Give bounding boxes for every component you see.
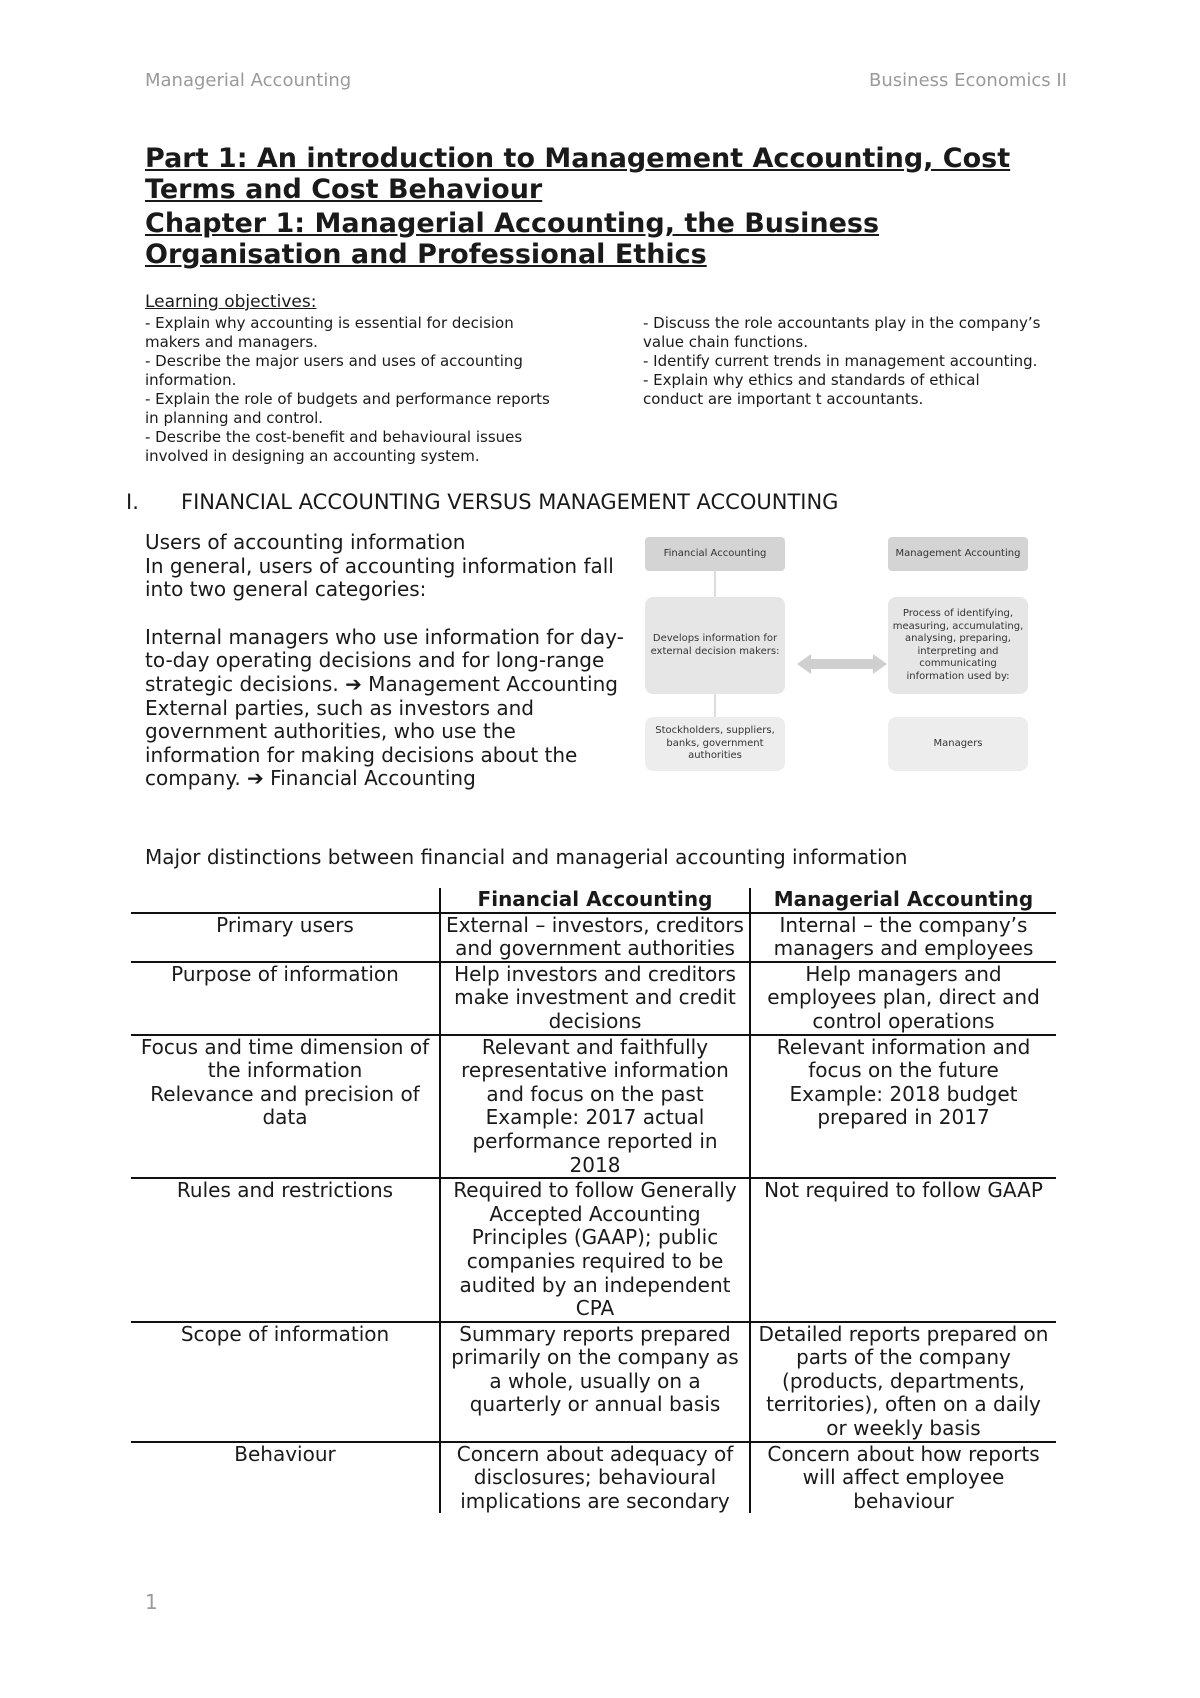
column-header [131, 888, 440, 913]
financial-accounting-box: Financial Accounting [645, 537, 785, 571]
cell-text: Relevant and faithfully representative information and focus on the past [461, 1034, 729, 1106]
row-label [131, 1178, 440, 1322]
financial-cell [440, 1178, 750, 1322]
cell-text: Example: 2017 actual performance reported in 2018 [472, 1105, 718, 1177]
comparison-table [131, 888, 1056, 1513]
cell-text: Required to follow Generally Accepted Accounting Principles (GAAP); public companies required to be audited by an independent CPA [453, 1178, 737, 1321]
cell-text: Rules and restrictions [176, 1178, 394, 1203]
financial-cell [440, 1035, 750, 1179]
managerial-cell [750, 1442, 1056, 1514]
row-label [131, 962, 440, 1035]
cell-text: Relevance and precision of data [150, 1081, 420, 1130]
fa-description-box: Develops information for external decision makers: [645, 597, 785, 694]
row-label [131, 913, 440, 962]
section-number: I. [126, 490, 139, 514]
managerial-cell [750, 913, 1056, 962]
cell-text: Scope of information [180, 1321, 390, 1346]
intro-line: In general, users of accounting information fall into two general categories: [145, 553, 614, 602]
cell-text: Help managers and employees plan, direct and control operations [767, 961, 1040, 1033]
cell-text: Relevant information and focus on the future [776, 1034, 1031, 1083]
table-row [131, 1178, 1056, 1322]
cell-text: Purpose of information [171, 961, 399, 986]
management-accounting-box: Management Accounting [888, 537, 1028, 571]
cell-text: External – investors, creditors and government authorities [446, 912, 744, 961]
objective-item: - Describe the cost-benefit and behavioural issues involved in designing an accounting system. [145, 428, 523, 465]
internal-users-text: Internal managers who use information for day-to-day operating decisions and for long-range strategic decisions. ➔ Management Accounting [145, 624, 624, 696]
external-users-text: External parties, such as investors and government authorities, who use the information for making decisions about the company. ➔ Financial Accounting [145, 695, 578, 791]
financial-cell [440, 1442, 750, 1514]
managerial-cell [750, 1322, 1056, 1442]
objective-item: - Describe the major users and uses of accounting information. [145, 352, 523, 389]
managerial-cell [750, 1035, 1056, 1179]
header-left: Managerial Accounting [145, 70, 352, 91]
row-label [131, 1442, 440, 1514]
objective-item: - Discuss the role accountants play in the company’s value chain functions. [643, 314, 1041, 351]
ma-description-box: Process of identifying, measuring, accumulating, analysing, preparing, interpreting and communicating information used by: [888, 597, 1028, 694]
learning-objectives-heading: Learning objectives: [145, 292, 317, 312]
table-row [131, 1442, 1056, 1514]
intro-text [145, 531, 625, 791]
cell-text: Detailed reports prepared on parts of the company (products, departments, territories), often on a daily or weekly basis [758, 1321, 1049, 1441]
table-header-row [131, 888, 1056, 913]
column-header: Managerial Accounting [750, 888, 1056, 913]
cell-text: Concern about adequacy of disclosures; behavioural implications are secondary [456, 1441, 734, 1513]
accounting-diagram [645, 537, 1030, 772]
learning-objectives-left [145, 314, 565, 466]
cell-text: Help investors and creditors make investment and credit decisions [454, 961, 736, 1033]
ma-users-box: Managers [888, 717, 1028, 771]
managerial-cell [750, 962, 1056, 1035]
table-row [131, 913, 1056, 962]
objective-item: - Explain why accounting is essential for decision makers and managers. [145, 314, 514, 351]
table-row [131, 962, 1056, 1035]
table-row [131, 1322, 1056, 1442]
table-row [131, 1035, 1056, 1179]
page-header [145, 70, 1067, 94]
intro-line: Users of accounting information [145, 530, 466, 554]
header-right: Business Economics II [869, 70, 1067, 91]
cell-text: Not required to follow GAAP [764, 1178, 1043, 1203]
objective-item: - Identify current trends in management accounting. [643, 352, 1038, 370]
managerial-cell [750, 1178, 1056, 1322]
column-header: Financial Accounting [440, 888, 750, 913]
objective-item: - Explain why ethics and standards of ethical conduct are important t accountants. [643, 371, 980, 408]
chapter-title: Chapter 1: Managerial Accounting, the Business Organisation and Professional Ethics [145, 208, 880, 270]
cell-text: Concern about how reports will affect employee behaviour [767, 1441, 1040, 1513]
fa-users-box: Stockholders, suppliers, banks, government authorities [645, 717, 785, 771]
distinctions-title: Major distinctions between financial and managerial accounting information [145, 845, 908, 869]
cell-text: Focus and time dimension of the information [140, 1034, 430, 1083]
financial-cell [440, 913, 750, 962]
learning-objectives-right [643, 314, 1043, 409]
cell-text: Example: 2018 budget prepared in 2017 [789, 1081, 1018, 1130]
objective-item: - Explain the role of budgets and performance reports in planning and control. [145, 390, 550, 427]
section-title: FINANCIAL ACCOUNTING VERSUS MANAGEMENT ACCOUNTING [181, 490, 839, 514]
row-label [131, 1035, 440, 1179]
part-title: Part 1: An introduction to Management Accounting, Cost Terms and Cost Behaviour [145, 143, 1011, 205]
section-heading [126, 490, 838, 514]
cell-text: Summary reports prepared primarily on the company as a whole, usually on a quarterly or annual basis [451, 1321, 739, 1417]
double-arrow-icon [797, 654, 887, 674]
cell-text: Internal – the company’s managers and employees [773, 912, 1034, 961]
financial-cell [440, 1322, 750, 1442]
page-number: 1 [145, 1590, 158, 1614]
cell-text: Primary users [216, 912, 354, 937]
row-label [131, 1322, 440, 1442]
cell-text: Behaviour [234, 1441, 336, 1466]
financial-cell [440, 962, 750, 1035]
